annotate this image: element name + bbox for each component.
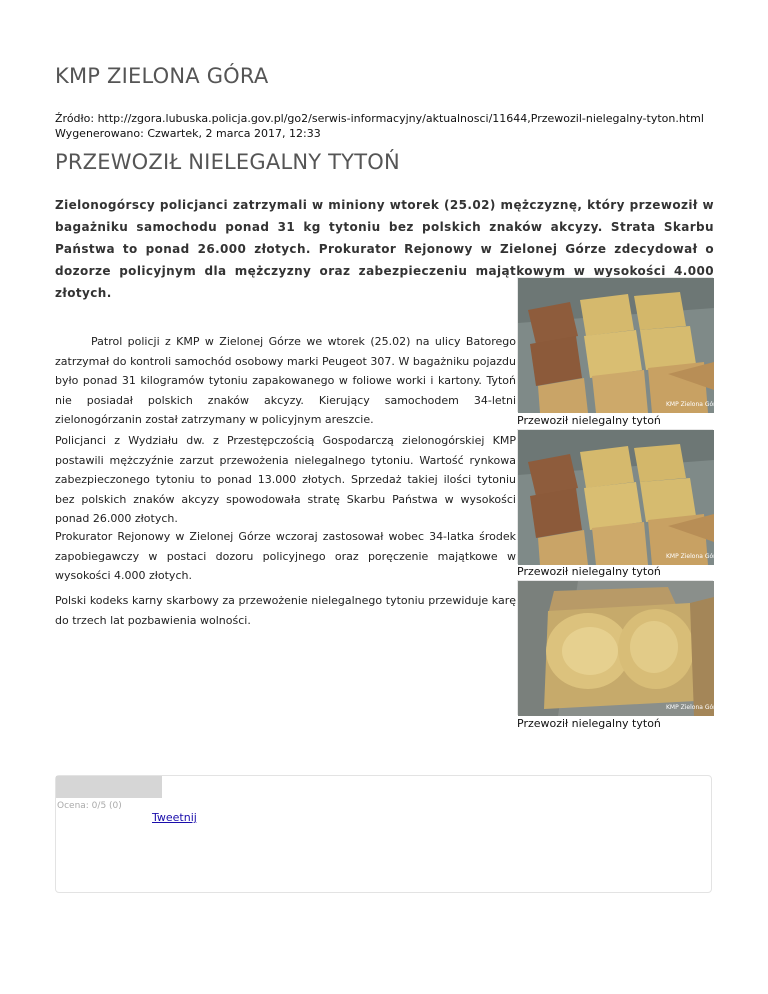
photo-3[interactable]: [517, 580, 720, 715]
photo-1-watermark: KMP Zielona Góra: [666, 401, 720, 408]
source-line: Źródło: http://zgora.lubuska.policja.gov.pl/go2/serwis-informacyjny/aktualnosci/11644,Przewozil-nielegalny-tyton.html: [55, 112, 704, 125]
rating-panel: [55, 775, 712, 893]
photo-3-watermark: KMP Zielona Góra: [666, 704, 720, 711]
tweet-link[interactable]: Tweetnij: [152, 811, 197, 824]
photo-2[interactable]: [517, 429, 720, 564]
photo-3-caption: Przewoził nielegalny tytoń: [517, 717, 661, 730]
paragraph-4: Polski kodeks karny skarbowy za przewożenie nielegalnego tytoniu przewiduje karę do trzech lat pozbawienia wolności.: [55, 594, 516, 627]
paragraph-3: Prokurator Rejonowy w Zielonej Górze wczoraj zastosował wobec 34-latka środek zapobiegawczy w postaci dozoru policyjnego oraz poręczenie majątkowe w wysokości 4.000 złotych.: [55, 530, 516, 582]
paragraph-2: Policjanci z Wydziału dw. z Przestępczością Gospodarczą zielonogórskiej KMP postawili mężczyźnie zarzut przewożenia nielegalnego tytoniu. Wartość rynkowa zabezpieczonego tytoniu to ponad 13.000 złotych. Sprzedaż takiej ilości tytoniu bez polskich znaków akcyzy spowodowała stratę Skarbu Państwa w wysokości ponad 26.000 złotych.: [55, 434, 516, 525]
paragraph-1: Patrol policji z KMP w Zielonej Górze we wtorek (25.02) na ulicy Batorego zatrzymał do kontroli samochód osobowy marki Peugeot 307. W bagażniku pojazdu było ponad 31 kilogramów tytoniu zapakowanego w foliowe worki i kartony. Tytoń nie posiadał polskich znaków akcyzy. Kierujący samochodem 34-letni zielonogórzanin został zatrzymany w policyjnym areszcie.: [55, 335, 516, 426]
site-title: KMP ZIELONA GÓRA: [55, 64, 269, 88]
photo-1-caption: Przewoził nielegalny tytoń: [517, 414, 661, 427]
article-lead: Zielonogórscy policjanci zatrzymali w miniony wtorek (25.02) mężczyznę, który przewoził w bagażniku samochodu ponad 31 kg tytoniu bez polskich znaków akcyzy. Strata Skarbu Państwa to ponad 26.000 złotych. Prokurator Rejonowy w Zielonej Górze zdecydował o dozorze policyjnym dla mężczyzny oraz zabezpieczeniu majątkowym w wysokości 4.000 złotych.: [55, 198, 714, 300]
article-title: PRZEWOZIŁ NIELEGALNY TYTOŃ: [55, 150, 400, 174]
photo-1[interactable]: [517, 277, 720, 412]
rating-label: Ocena: 0/5 (0): [57, 801, 122, 811]
meta-info: [55, 111, 704, 141]
generated-line: Wygenerowano: Czwartek, 2 marca 2017, 12:33: [55, 127, 321, 140]
photo-2-watermark: KMP Zielona Góra: [666, 553, 720, 560]
photo-2-caption: Przewoził nielegalny tytoń: [517, 565, 661, 578]
rating-bar[interactable]: [56, 776, 162, 798]
